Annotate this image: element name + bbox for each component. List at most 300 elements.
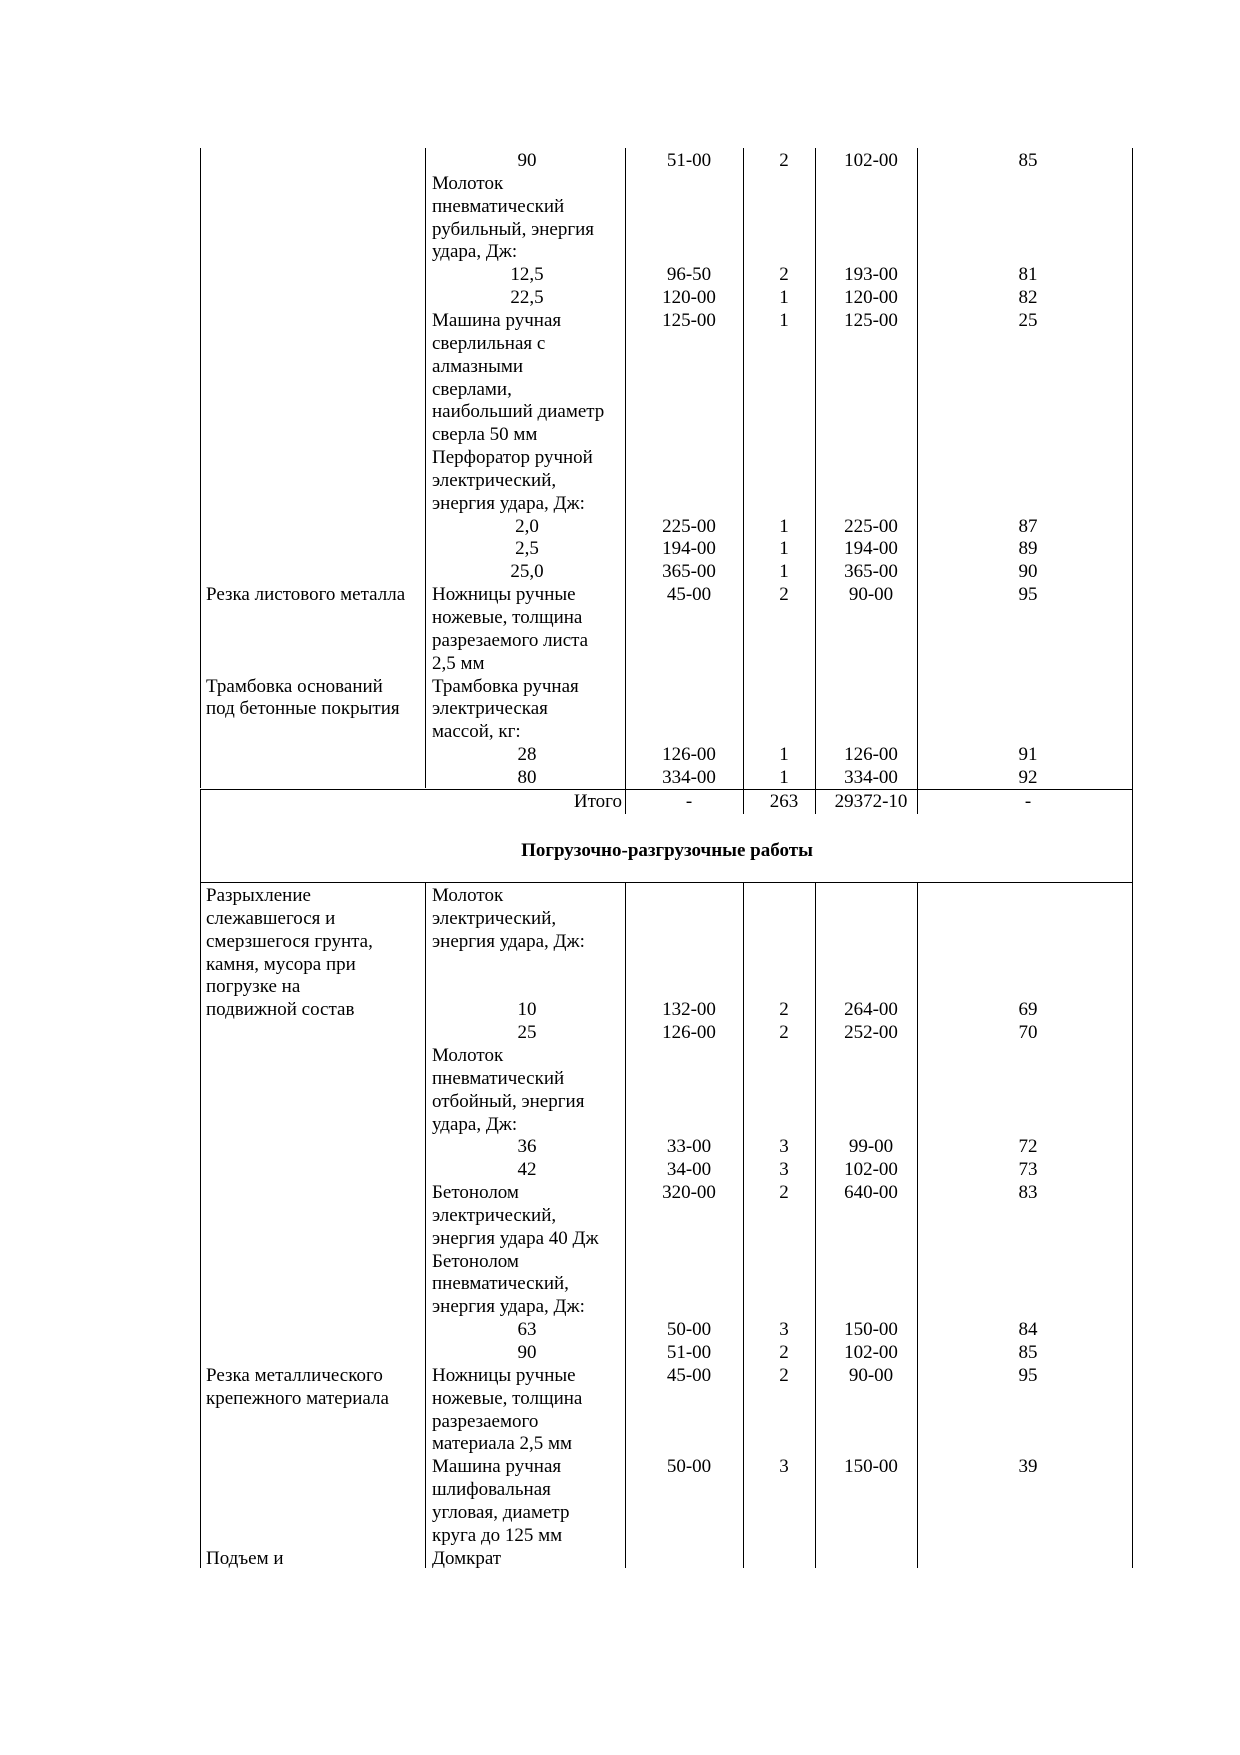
table-row bbox=[0, 766, 1240, 789]
sum-cell bbox=[820, 332, 922, 355]
price-cell bbox=[630, 1250, 748, 1273]
table-row bbox=[0, 332, 1240, 355]
price-cell bbox=[630, 1204, 748, 1227]
equipment-cell: электрический, bbox=[432, 1204, 557, 1226]
ref-cell bbox=[922, 492, 1134, 515]
sum-cell bbox=[820, 1524, 922, 1547]
sum-cell: 90-00 bbox=[848, 584, 894, 606]
price-cell: 126-00 bbox=[662, 744, 716, 766]
ref-cell bbox=[922, 400, 1134, 423]
price-cell bbox=[630, 240, 748, 263]
sum-cell: 150-00 bbox=[844, 1456, 898, 1478]
count-cell bbox=[748, 907, 820, 930]
sum-cell bbox=[820, 172, 922, 195]
count-cell: 2 bbox=[779, 1364, 789, 1386]
sum-cell bbox=[820, 1387, 922, 1410]
table-row bbox=[0, 1410, 1240, 1433]
table-row bbox=[0, 1067, 1240, 1090]
price-cell: 34-00 bbox=[666, 1159, 712, 1181]
sum-cell bbox=[820, 930, 922, 953]
table-row bbox=[0, 1341, 1240, 1364]
count-cell: 3 bbox=[779, 1159, 789, 1181]
ref-cell bbox=[922, 332, 1134, 355]
table-row bbox=[0, 1135, 1240, 1158]
ref-cell bbox=[922, 1295, 1134, 1318]
equipment-cell: Перфоратор ручной bbox=[432, 447, 593, 469]
price-cell: 50-00 bbox=[666, 1456, 712, 1478]
sum-cell bbox=[820, 884, 922, 907]
price-cell bbox=[630, 629, 748, 652]
equipment-cell: Ножницы ручные bbox=[432, 1364, 576, 1386]
sum-cell bbox=[820, 629, 922, 652]
work-type-cell: смерзшегося грунта, bbox=[206, 930, 373, 952]
ref-cell bbox=[922, 1067, 1134, 1090]
count-cell bbox=[748, 1501, 820, 1524]
count-cell bbox=[748, 975, 820, 998]
price-cell bbox=[630, 884, 748, 907]
count-cell: 1 bbox=[779, 744, 789, 766]
ref-cell bbox=[922, 423, 1134, 446]
ref-cell: 87 bbox=[1018, 515, 1038, 537]
table-row bbox=[0, 1021, 1240, 1044]
sum-cell: 90-00 bbox=[848, 1364, 894, 1386]
count-cell bbox=[748, 195, 820, 218]
table-row bbox=[0, 263, 1240, 286]
ref-cell bbox=[922, 1272, 1134, 1295]
table-row bbox=[0, 1090, 1240, 1113]
price-cell bbox=[630, 1387, 748, 1410]
total-count: 263 bbox=[769, 791, 799, 812]
price-cell bbox=[630, 218, 748, 241]
equipment-cell: шлифовальная bbox=[432, 1479, 551, 1501]
table-row bbox=[0, 195, 1240, 218]
sum-cell bbox=[820, 1227, 922, 1250]
equipment-cell: сверлами, bbox=[432, 378, 512, 400]
sum-cell: 252-00 bbox=[844, 1022, 898, 1044]
sum-cell: 193-00 bbox=[844, 264, 898, 286]
count-cell: 2 bbox=[779, 1022, 789, 1044]
sum-cell bbox=[820, 907, 922, 930]
price-cell bbox=[630, 446, 748, 469]
price-cell: 126-00 bbox=[662, 1022, 716, 1044]
price-cell: 45-00 bbox=[666, 1364, 712, 1386]
table-row bbox=[0, 930, 1240, 953]
count-cell bbox=[748, 953, 820, 976]
count-cell bbox=[748, 1272, 820, 1295]
ref-cell: 90 bbox=[1018, 561, 1038, 583]
equipment-cell: Домкрат bbox=[432, 1547, 502, 1569]
equipment-cell: удара, Дж: bbox=[432, 241, 518, 263]
sum-cell bbox=[820, 675, 922, 698]
ref-cell bbox=[922, 953, 1134, 976]
table-row bbox=[0, 149, 1240, 172]
equipment-cell: рубильный, энергия bbox=[432, 218, 595, 240]
count-cell bbox=[748, 1250, 820, 1273]
sum-cell bbox=[820, 1478, 922, 1501]
ref-cell: 82 bbox=[1018, 287, 1038, 309]
sum-cell: 225-00 bbox=[844, 515, 898, 537]
count-cell: 2 bbox=[779, 1342, 789, 1363]
sum-cell: 334-00 bbox=[844, 766, 898, 788]
table-row bbox=[0, 907, 1240, 930]
ref-cell bbox=[922, 1524, 1134, 1547]
count-cell bbox=[748, 1410, 820, 1433]
count-cell: 1 bbox=[779, 561, 789, 583]
equipment-cell: ножевые, толщина bbox=[432, 1387, 583, 1409]
ref-cell bbox=[922, 172, 1134, 195]
table-row bbox=[0, 537, 1240, 560]
equipment-cell: сверлильная с bbox=[432, 332, 546, 354]
table-row bbox=[0, 583, 1240, 606]
price-cell bbox=[630, 1090, 748, 1113]
table-row bbox=[0, 675, 1240, 698]
count-cell bbox=[748, 378, 820, 401]
price-cell bbox=[630, 720, 748, 743]
sum-cell bbox=[820, 1295, 922, 1318]
equipment-cell: Ножницы ручные bbox=[432, 584, 576, 606]
price-cell bbox=[630, 195, 748, 218]
equipment-cell: пневматический, bbox=[432, 1273, 569, 1295]
equipment-cell: электрический, bbox=[432, 469, 557, 491]
work-type-cell: крепежного материала bbox=[206, 1387, 389, 1409]
equipment-cell: разрезаемого листа bbox=[432, 629, 589, 651]
ref-cell bbox=[922, 1432, 1134, 1455]
count-cell bbox=[748, 1227, 820, 1250]
equipment-cell: Молоток bbox=[432, 885, 504, 906]
price-cell bbox=[630, 930, 748, 953]
count-cell bbox=[748, 697, 820, 720]
table-row bbox=[0, 975, 1240, 998]
sum-cell bbox=[820, 240, 922, 263]
sum-cell: 102-00 bbox=[844, 1159, 898, 1181]
price-cell bbox=[630, 953, 748, 976]
price-cell: 320-00 bbox=[662, 1182, 716, 1204]
count-cell: 3 bbox=[779, 1319, 789, 1341]
equipment-cell: 22,5 bbox=[510, 287, 544, 309]
table-row bbox=[0, 492, 1240, 515]
price-cell: 125-00 bbox=[662, 309, 716, 331]
count-cell: 1 bbox=[779, 287, 789, 309]
table-row bbox=[0, 286, 1240, 309]
equipment-cell: энергия удара 40 Дж bbox=[432, 1227, 599, 1249]
table-row bbox=[0, 172, 1240, 195]
ref-cell bbox=[922, 697, 1134, 720]
sum-cell: 150-00 bbox=[844, 1319, 898, 1341]
count-cell: 2 bbox=[779, 584, 789, 606]
equipment-cell: 42 bbox=[517, 1159, 537, 1181]
ref-cell: 84 bbox=[1018, 1319, 1038, 1341]
count-cell: 1 bbox=[779, 515, 789, 537]
table-row bbox=[0, 606, 1240, 629]
table-row bbox=[0, 1387, 1240, 1410]
price-cell bbox=[630, 907, 748, 930]
table-row bbox=[0, 240, 1240, 263]
price-cell bbox=[630, 1295, 748, 1318]
table-row bbox=[0, 446, 1240, 469]
sum-cell bbox=[820, 1501, 922, 1524]
ref-cell: 72 bbox=[1018, 1136, 1038, 1158]
sum-cell bbox=[820, 652, 922, 675]
table-row bbox=[0, 400, 1240, 423]
ref-cell: 85 bbox=[1018, 1342, 1038, 1363]
count-cell bbox=[748, 400, 820, 423]
sum-cell bbox=[820, 423, 922, 446]
price-cell bbox=[630, 606, 748, 629]
equipment-cell: Машина ручная bbox=[432, 309, 562, 331]
price-cell: 51-00 bbox=[666, 150, 712, 171]
count-cell: 2 bbox=[779, 999, 789, 1021]
sum-cell bbox=[820, 195, 922, 218]
ref-cell bbox=[922, 378, 1134, 401]
equipment-cell: энергия удара, Дж: bbox=[432, 492, 585, 514]
ref-cell bbox=[922, 218, 1134, 241]
price-cell bbox=[630, 469, 748, 492]
count-cell bbox=[748, 332, 820, 355]
ref-cell: 39 bbox=[1018, 1456, 1038, 1478]
equipment-cell: 36 bbox=[517, 1136, 537, 1158]
table-row bbox=[0, 355, 1240, 378]
total-sum: 29372-10 bbox=[834, 791, 908, 812]
price-cell: 50-00 bbox=[666, 1319, 712, 1341]
ref-cell bbox=[922, 907, 1134, 930]
ref-cell bbox=[922, 930, 1134, 953]
equipment-cell: наибольший диаметр bbox=[432, 401, 605, 423]
price-cell bbox=[630, 675, 748, 698]
price-cell bbox=[630, 355, 748, 378]
equipment-cell: Трамбовка ручная bbox=[432, 675, 579, 697]
table-row bbox=[0, 1547, 1240, 1570]
ref-cell bbox=[922, 240, 1134, 263]
total-label: Итого bbox=[573, 791, 622, 812]
sum-cell bbox=[820, 1410, 922, 1433]
ref-cell: 73 bbox=[1018, 1159, 1038, 1181]
equipment-cell: алмазными bbox=[432, 355, 524, 377]
sum-cell bbox=[820, 606, 922, 629]
count-cell bbox=[748, 1090, 820, 1113]
sum-cell: 365-00 bbox=[844, 561, 898, 583]
equipment-cell: массой, кг: bbox=[432, 721, 521, 743]
price-cell: 132-00 bbox=[662, 999, 716, 1021]
count-cell bbox=[748, 675, 820, 698]
table-row bbox=[0, 1478, 1240, 1501]
equipment-cell: 80 bbox=[517, 766, 537, 788]
ref-cell bbox=[922, 1410, 1134, 1433]
equipment-cell: энергия удара, Дж: bbox=[432, 930, 585, 952]
ref-cell bbox=[922, 469, 1134, 492]
table-row bbox=[0, 1364, 1240, 1387]
work-type-cell: под бетонные покрытия bbox=[206, 698, 400, 720]
price-cell bbox=[630, 400, 748, 423]
price-cell bbox=[630, 1547, 748, 1570]
count-cell bbox=[748, 240, 820, 263]
work-type-cell: Резка листового металла bbox=[206, 584, 406, 606]
price-cell bbox=[630, 1067, 748, 1090]
sum-cell bbox=[820, 1113, 922, 1136]
sum-cell: 120-00 bbox=[844, 287, 898, 309]
count-cell bbox=[748, 172, 820, 195]
price-cell bbox=[630, 1478, 748, 1501]
table-row bbox=[0, 1272, 1240, 1295]
count-cell: 1 bbox=[779, 538, 789, 560]
ref-cell bbox=[922, 195, 1134, 218]
ref-cell: 83 bbox=[1018, 1182, 1038, 1204]
work-type-cell: слежавшегося и bbox=[206, 907, 336, 929]
ref-cell bbox=[922, 629, 1134, 652]
sum-cell bbox=[820, 697, 922, 720]
ref-cell bbox=[922, 675, 1134, 698]
sum-cell bbox=[820, 1250, 922, 1273]
table-row bbox=[0, 1250, 1240, 1273]
ref-cell bbox=[922, 446, 1134, 469]
equipment-cell: 12,5 bbox=[510, 264, 544, 286]
table-border bbox=[200, 882, 1133, 883]
price-cell: 33-00 bbox=[666, 1136, 712, 1158]
sum-cell bbox=[820, 355, 922, 378]
ref-cell bbox=[922, 1501, 1134, 1524]
count-cell: 1 bbox=[779, 309, 789, 331]
ref-cell bbox=[922, 1204, 1134, 1227]
ref-cell: 81 bbox=[1018, 264, 1038, 286]
price-cell bbox=[630, 378, 748, 401]
equipment-cell: Молоток bbox=[432, 1044, 504, 1066]
count-cell bbox=[748, 1204, 820, 1227]
sum-cell bbox=[820, 1272, 922, 1295]
count-cell bbox=[748, 930, 820, 953]
table-row bbox=[0, 1501, 1240, 1524]
count-cell bbox=[748, 1067, 820, 1090]
ref-cell bbox=[922, 652, 1134, 675]
sum-cell bbox=[820, 953, 922, 976]
count-cell bbox=[748, 355, 820, 378]
sum-cell bbox=[820, 720, 922, 743]
ref-cell bbox=[922, 606, 1134, 629]
sum-cell bbox=[820, 446, 922, 469]
price-cell bbox=[630, 1113, 748, 1136]
sum-cell bbox=[820, 975, 922, 998]
ref-cell: 69 bbox=[1018, 999, 1038, 1021]
ref-cell: 92 bbox=[1018, 766, 1038, 788]
work-type-cell: Подъем и bbox=[206, 1547, 284, 1569]
ref-cell bbox=[922, 355, 1134, 378]
work-type-cell: Разрыхление bbox=[206, 885, 311, 906]
work-type-cell: Резка металлического bbox=[206, 1364, 383, 1386]
price-cell bbox=[630, 652, 748, 675]
sum-cell: 194-00 bbox=[844, 538, 898, 560]
equipment-cell: Бетонолом bbox=[432, 1182, 519, 1204]
price-cell: 51-00 bbox=[666, 1342, 712, 1363]
price-cell bbox=[630, 1432, 748, 1455]
table-row bbox=[0, 884, 1240, 907]
sum-cell bbox=[820, 1090, 922, 1113]
count-cell: 2 bbox=[779, 264, 789, 286]
table-row bbox=[0, 953, 1240, 976]
price-cell bbox=[630, 1410, 748, 1433]
sum-cell bbox=[820, 469, 922, 492]
ref-cell: 95 bbox=[1018, 1364, 1038, 1386]
ref-cell bbox=[922, 1113, 1134, 1136]
equipment-cell: 2,5 bbox=[515, 538, 539, 560]
count-cell bbox=[748, 423, 820, 446]
count-cell bbox=[748, 606, 820, 629]
price-cell bbox=[630, 172, 748, 195]
sum-cell bbox=[820, 400, 922, 423]
sum-cell bbox=[820, 1547, 922, 1570]
table-row bbox=[0, 720, 1240, 743]
section-title: Погрузочно-разгрузочные работы bbox=[521, 840, 813, 861]
price-cell bbox=[630, 332, 748, 355]
price-cell: 194-00 bbox=[662, 538, 716, 560]
price-cell bbox=[630, 975, 748, 998]
table-row bbox=[0, 1524, 1240, 1547]
table-row bbox=[0, 309, 1240, 332]
equipment-cell: 2,5 мм bbox=[432, 652, 485, 674]
equipment-cell: Машина ручная bbox=[432, 1456, 562, 1478]
equipment-cell: 2,0 bbox=[515, 515, 539, 537]
table-row bbox=[0, 652, 1240, 675]
price-cell: 120-00 bbox=[662, 287, 716, 309]
equipment-cell: угловая, диаметр bbox=[432, 1501, 570, 1523]
equipment-cell: 90 bbox=[517, 150, 537, 171]
equipment-cell: удара, Дж: bbox=[432, 1113, 518, 1135]
table-row bbox=[0, 1044, 1240, 1067]
table-row bbox=[0, 1455, 1240, 1478]
equipment-cell: сверла 50 мм bbox=[432, 424, 538, 446]
count-cell bbox=[748, 629, 820, 652]
table-row bbox=[0, 218, 1240, 241]
equipment-cell: материала 2,5 мм bbox=[432, 1433, 573, 1455]
total-ref: - bbox=[1024, 791, 1032, 812]
sum-cell: 102-00 bbox=[844, 150, 898, 171]
table-row bbox=[0, 743, 1240, 766]
equipment-cell: 25,0 bbox=[510, 561, 544, 583]
count-cell bbox=[748, 1044, 820, 1067]
table-row bbox=[0, 1227, 1240, 1250]
count-cell bbox=[748, 1524, 820, 1547]
price-cell: 45-00 bbox=[666, 584, 712, 606]
price-cell bbox=[630, 1524, 748, 1547]
equipment-cell: круга до 125 мм bbox=[432, 1524, 563, 1546]
ref-cell bbox=[922, 884, 1134, 907]
price-cell: 96-50 bbox=[666, 264, 712, 286]
count-cell bbox=[748, 1387, 820, 1410]
price-cell: 225-00 bbox=[662, 515, 716, 537]
table-row bbox=[0, 560, 1240, 583]
table-row bbox=[0, 697, 1240, 720]
equipment-cell: 25 bbox=[517, 1022, 537, 1044]
table-row bbox=[0, 469, 1240, 492]
table-row bbox=[0, 378, 1240, 401]
ref-cell: 95 bbox=[1018, 584, 1038, 606]
price-cell bbox=[630, 697, 748, 720]
table-row bbox=[0, 1318, 1240, 1341]
ref-cell bbox=[922, 720, 1134, 743]
price-cell bbox=[630, 1227, 748, 1250]
count-cell: 2 bbox=[779, 150, 789, 171]
count-cell bbox=[748, 218, 820, 241]
ref-cell bbox=[922, 1090, 1134, 1113]
equipment-cell: энергия удара, Дж: bbox=[432, 1296, 585, 1318]
table-row bbox=[0, 998, 1240, 1021]
count-cell bbox=[748, 1432, 820, 1455]
count-cell: 2 bbox=[779, 1182, 789, 1204]
price-cell bbox=[630, 1272, 748, 1295]
work-type-cell: подвижной состав bbox=[206, 999, 355, 1021]
sum-cell: 264-00 bbox=[844, 999, 898, 1021]
ref-cell: 85 bbox=[1018, 150, 1038, 171]
work-type-cell: Трамбовка оснований bbox=[206, 675, 383, 697]
table-row bbox=[0, 629, 1240, 652]
table-row bbox=[0, 1113, 1240, 1136]
